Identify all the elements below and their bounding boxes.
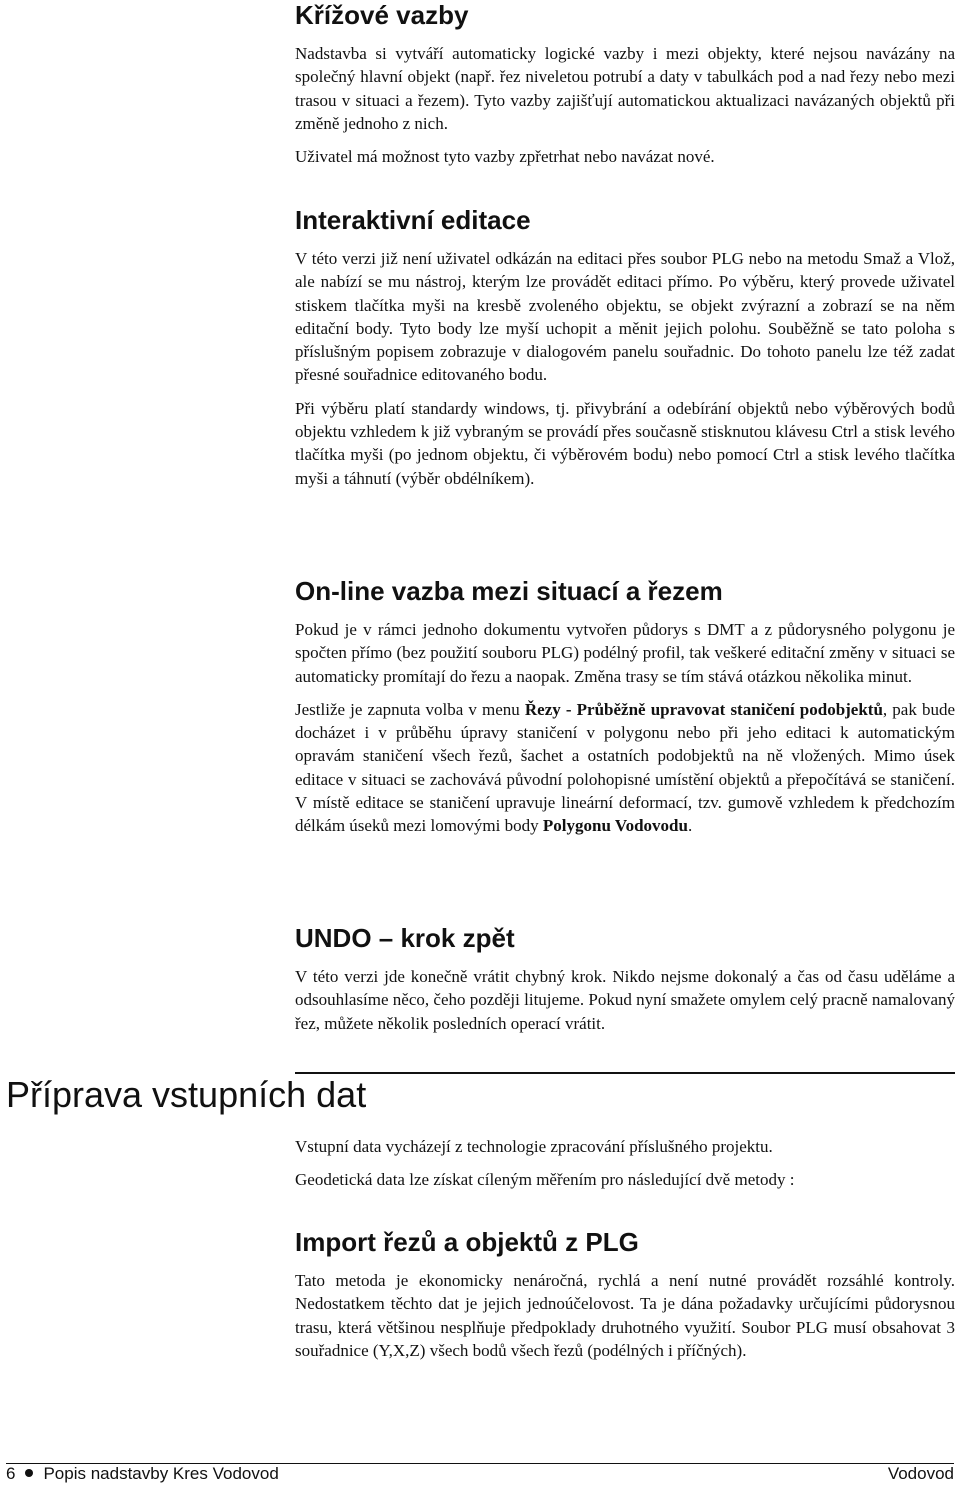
paragraph: V této verzi jde konečně vrátit chybný krok. Nikdo nejsme dokonalý a čas od času uděláme a odsouhlasíme něco, čeho později litujeme. Pokud nyní smažete omylem celý pracně namalovaný řez, můžete několik posledních operací vrátit. [295, 967, 955, 1033]
heading-krizove-vazby: Křížové vazby [295, 0, 469, 30]
heading-import: Import řezů a objektů z PLG [295, 1227, 639, 1257]
footer-title: Popis nadstavby Kres Vodovod [43, 1464, 279, 1483]
page-number: 6 [6, 1464, 16, 1483]
section-priprava [295, 1135, 955, 1202]
paragraph: Tato metoda je ekonomicky nenáročná, rychlá a není nutné provádět rozsáhlé kontroly. Nedostatkem těchto dat je jejich jednoúčelovost. Ta je dána požadavky určujícími půdorysnou trasu, která většinou nesplňuje předpoklady druhotného využití. Soubor PLG musí obsahovat 3 souřadnice (Y,X,Z) všech bodů všech řezů (podélných i příčných). [295, 1271, 955, 1360]
text-run: . [687, 816, 693, 836]
footer-left [6, 1464, 279, 1484]
paragraph: Geodetická data lze získat cíleným měřením pro následující dvě metody : [295, 1170, 795, 1190]
paragraph: Uživatel má možnost tyto vazby zpřetrhat nebo navázat nové. [295, 147, 715, 167]
text-run: Jestliže je zapnuta volba v menu [295, 699, 525, 719]
menu-path: Řezy - Průběžně upravovat staničení podobjektů [524, 699, 883, 719]
heading-interaktivni-editace: Interaktivní editace [295, 205, 531, 235]
text-run: , pak bude docházet i v průběhu úpravy staničení v polygonu nebo při jeho editaci k automatickým opravám staničení všech řezů, šachet a ostatních podobjektů na ně vložených. Mimo úsek editace v situaci se zachovává původní polohopisné umístění objektů a přepočítává se staničení. V místě editace se staničení upravuje lineární deformací, tzv. gumově vzhledem k předchozím délkám úseků mezi lomovými body [295, 699, 955, 836]
heading-undo: UNDO – krok zpět [295, 923, 515, 953]
bullet-icon [25, 1469, 33, 1477]
paragraph [295, 698, 955, 838]
section-krizove-vazby [295, 0, 955, 178]
paragraph: Nadstavba si vytváří automaticky logické vazby i mezi objekty, které nejsou navázány na společný hlavní objekt (např. řez niveletou potrubí a daty v tabulkách pod a nad řezy nebo mezi trasou v situaci a řezem). Tyto vazby zajišťují automatickou aktualizaci navázaných objektů při změně jednoho z nich. [295, 44, 955, 133]
paragraph: Pokud je v rámci jednoho dokumentu vytvořen půdorys s DMT a z půdorysného polygonu je spočten přímo (bez použití souboru PLG) podélný profil, tak veškeré editační změny v situaci se automaticky promítají do řezu a naopak. Změna trasy se tím stává otázkou několika minut. [295, 620, 955, 686]
footer-right: Vodovod [887, 1464, 954, 1483]
paragraph: V této verzi již není uživatel odkázán na editaci přes soubor PLG nebo na metodu Smaž a Vlož, ale nabízí se mu nástroj, kterým lze provádět editaci přímo. Po výběru, který provede uživatel stiskem tlačítka myši na kresbě zvoleného objektu, se objekt zvýrazní a zobrazí se na něm editační body. Tyto body lze myší uchopit a měnit jejich polohu. Souběžně se tato poloha s příslušným popisem zobrazuje v dialogovém panelu souřadnic. Do tohoto panelu lze též zadat přesné souřadnice editovaného bodu. [295, 249, 955, 385]
paragraph: Při výběru platí standardy windows, tj. přivybrání a odebírání objektů nebo výběrových bodů objektu vzhledem k již vybraným se provádí přes současně stisknutou klávesu Ctrl a stisk levého tlačítka myši (po jednom objektu, či výběrovém bodu) nebo pomocí Ctrl a stisk levého tlačítka myši a táhnutí (výběr obdélníkem). [295, 398, 955, 488]
section-import [295, 1227, 955, 1372]
object-name: Polygonu Vodovodu [542, 816, 688, 836]
section-online-vazba [295, 576, 955, 848]
section-interaktivni-editace [295, 205, 955, 500]
heading-online-vazba: On-line vazba mezi situací a řezem [295, 576, 723, 606]
section-undo [295, 923, 955, 1045]
chapter-rule [295, 1072, 955, 1074]
paragraph: Vstupní data vycházejí z technologie zpracování příslušného projektu. [295, 1137, 773, 1156]
page-footer [6, 1463, 954, 1485]
chapter-title: Příprava vstupních dat [6, 1074, 367, 1115]
